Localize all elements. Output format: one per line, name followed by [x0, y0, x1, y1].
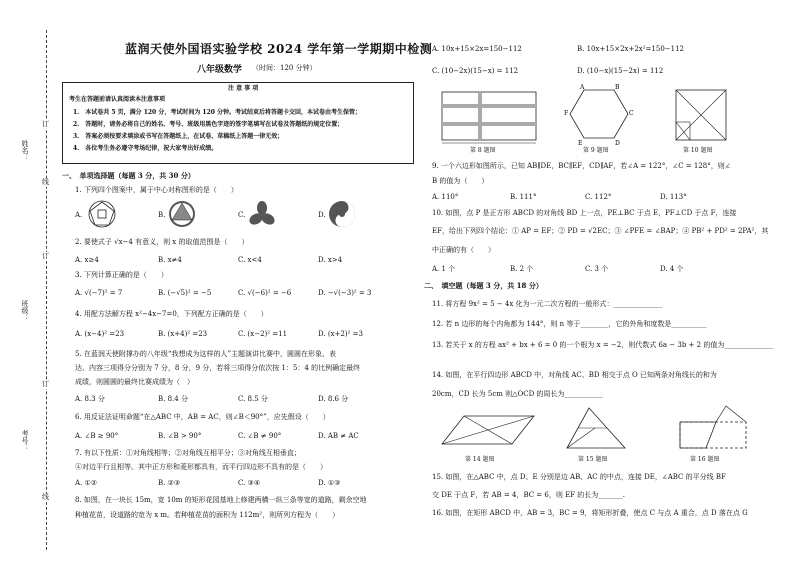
- figure-caption: 第 16 题图: [690, 456, 720, 463]
- exam-subject: 八年级数学: [197, 65, 243, 75]
- option: B. 2 个: [510, 265, 534, 273]
- question-11: 11. 将方程 9x² = 5 − 4x 化为一元二次方程的一般形式：______________: [432, 300, 663, 308]
- option: B. ②③: [158, 479, 181, 487]
- option: A. ∠B ≥ 90°: [75, 432, 119, 440]
- section-heading: 一、 单项选择题（每题 3 分，共 30 分）: [62, 171, 195, 180]
- figure-15-triangle: [565, 406, 629, 452]
- name-label: 姓名：: [21, 140, 29, 161]
- binding-mark: 线: [42, 178, 49, 186]
- option: B. 8.4 分: [158, 395, 188, 403]
- notice-item: 2. 答题时，请务必将自己的姓名、考号、班级用黑色字迹的签字笔填写在试卷及答题纸的规定位置；: [73, 121, 344, 128]
- figure-14-parallelogram: [440, 412, 540, 452]
- figure-8-garden: [440, 90, 540, 146]
- option: A.: [75, 211, 83, 219]
- svg-text:D: D: [615, 140, 620, 147]
- question-6: 6. 用反证法证明命题“在△ABC 中，AB = AC，则∠B＜90°”，应先假设（ ）: [75, 413, 330, 421]
- binding-mark: 订: [42, 120, 49, 128]
- class-label: 班级：: [21, 300, 29, 321]
- question-14: 14. 如图，在平行四边形 ABCD 中，对角线 AC、BD 相交于点 O 已知两条对角线长的和为: [432, 371, 717, 379]
- option: A. √(−7)² = 7: [75, 289, 123, 297]
- option: A. 1 个: [432, 265, 456, 273]
- option: C. 8.5 分: [238, 395, 268, 403]
- option: C. 3 个: [585, 265, 609, 273]
- option: C. ③④: [238, 479, 261, 487]
- question-3: 3. 下列计算正确的是（ ）: [75, 271, 168, 279]
- option: C. 112°: [585, 193, 612, 201]
- exam-title: 蓝润天使外国语实验学校 2024 学年第一学期期中检测: [125, 42, 433, 56]
- pentagon-pattern-figure: [88, 200, 118, 230]
- figure-caption: 第 8 题图: [470, 147, 496, 154]
- option: A. (x−4)² =23: [75, 330, 125, 338]
- question-12: 12. 若 n 边形的每个内角都为 144°，则 n 等于________，它的外角和度数是__________: [432, 320, 707, 328]
- triangle-circle-figure: [168, 200, 198, 230]
- option: D. x>4: [318, 256, 343, 264]
- option: B. 111°: [510, 193, 537, 201]
- figure-caption: 第 9 题图: [583, 147, 609, 154]
- option: C. ∠B ≠ 90°: [238, 432, 282, 440]
- option: B. (−√5)² = −5: [158, 289, 212, 297]
- option: D. (x+2)² =3: [318, 330, 363, 338]
- figure-caption: 第 15 题图: [578, 456, 608, 463]
- question-7: ④对边平行且相等。其中正方形和菱形都具有，而平行四边形不具有的是（ ）: [75, 463, 327, 471]
- question-14: 20cm，CD 长为 5cm 则△OCD 的周长为___________: [432, 390, 603, 398]
- option: C. x<4: [238, 256, 262, 264]
- question-5: 5. 在蓝润天使附撑办的八年级“我想成为这样的人”主题演讲比赛中，圆圆在形象、表: [75, 350, 337, 358]
- question-8: 种植花苗，设道路的宽为 x m。若种植花苗的面积为 112m²，则所列方程为（ ）: [75, 511, 340, 519]
- option: C. (x−2)² =11: [238, 330, 288, 338]
- notice-heading: 注 意 事 项: [228, 85, 259, 92]
- option: C. √(−6)² = −6: [238, 289, 292, 297]
- question-4: 4. 用配方法解方程 x²−4x−7=0，下列配方正确的是（ ）: [75, 310, 268, 318]
- notice-box: [62, 82, 414, 164]
- notice-intro: 考生在答题前请认真阅读本注意事项: [69, 96, 166, 103]
- question-7: 7. 有以下性质：①对角线相等；②对角线互相平分；③对角线互相垂直；: [75, 449, 301, 457]
- option: B. x≠4: [158, 256, 182, 264]
- option: A. 10x+15×2x=150−112: [432, 45, 522, 53]
- question-10: 10. 如图，点 P 是正方形 ABCD 的对角线 BD 上一点，PE⊥BC 于点 E，PF⊥CD 于点 F，连接: [432, 209, 737, 217]
- option: A. 110°: [432, 193, 459, 201]
- question-15: 15. 如图，在△ABC 中，点 D、E 分别是边 AB、AC 的中点，连接 DE，∠ABC 的平分线 BF: [432, 473, 726, 481]
- svg-text:E: E: [578, 140, 583, 147]
- exam-time: （时间：120 分钟）: [252, 64, 317, 72]
- notice-item: 4. 各位考生务必遵守考场纪律，祝大家考出好成绩。: [73, 145, 218, 152]
- binding-line: [46, 30, 47, 550]
- question-10: 中正确的有（ ）: [432, 246, 495, 254]
- option: D. ①③: [318, 479, 341, 487]
- option: D. 4 个: [660, 265, 684, 273]
- binding-mark: 订: [42, 380, 49, 388]
- question-2: 2. 要使式子 √x−4 有意义，则 x 的取值范围是（ ）: [75, 238, 249, 246]
- option: B.: [158, 211, 166, 219]
- figure-caption: 第 10 题图: [683, 147, 713, 154]
- option: C.: [238, 211, 246, 219]
- option: D.: [318, 211, 326, 219]
- option: B. (x+4)² =23: [158, 330, 208, 338]
- binding-mark: 线: [42, 493, 49, 501]
- figure-10-square: [672, 86, 732, 144]
- option: D. 8.6 分: [318, 395, 349, 403]
- figure-9-hexagon: [564, 84, 634, 147]
- question-10: EF，给出下列四个结论：① AP = EF；② PD = √2EC；③ ∠PFE = ∠BAP；④ PB² + PD² = 2PA²，其: [432, 227, 769, 235]
- question-1: 1. 下列四个图案中，属于中心对称图形的是（ ）: [75, 186, 238, 194]
- question-5: 成绩，则圆圆的最终比赛成绩为（ ）: [75, 378, 194, 386]
- option: D. AB ≠ AC: [318, 432, 359, 440]
- option: D. −√(−3)² = 3: [318, 289, 372, 297]
- question-15: 交 DE 于点 F，若 AB = 4，BC = 6，则 EF 的长为_______.: [432, 491, 625, 499]
- question-9: B 的值为（ ）: [432, 177, 489, 185]
- svg-text:C: C: [629, 110, 634, 117]
- section-heading: 二、 填空题（每题 3 分，共 18 分）: [424, 281, 543, 290]
- svg-text:F: F: [564, 110, 569, 117]
- question-13: 13. 若关于 x 的方程 ax² + bx + 6 = 0 的一个根为 x = −2，则代数式 6a − 3b + 2 的值为______________: [432, 341, 774, 349]
- option: A. ①②: [75, 479, 98, 487]
- three-leaf-figure: [248, 200, 278, 230]
- binding-mark: 订: [42, 252, 49, 260]
- option: A. x≥4: [75, 256, 99, 264]
- figure-caption: 第 14 题图: [465, 456, 495, 463]
- question-16: 16. 如图，在矩形 ABCD 中，AB = 3，BC = 9，将矩形折叠，使点 C 与点 A 重合，点 D 落在点 G: [432, 509, 748, 517]
- question-5: 达、内容三项得分分别为 7 分，8 分，9 分，若将三项得分依次按 1：5：4 的比例确定最终: [75, 364, 361, 372]
- figure-16-rectangle: [676, 404, 752, 454]
- svg-text:B: B: [615, 84, 620, 91]
- notice-item: 1. 本试卷共 5 页，满分 120 分，考试时间为 120 分钟。考试结束后将答题卡交回，本试卷由考生保管；: [73, 109, 362, 116]
- question-9: 9. 一个六边形如图所示，已知 AB∥DE，BC∥EF，CD∥AF，若∠A = 122°，∠C = 128°，则∠: [432, 162, 731, 170]
- question-8: 8. 如图，在一块长 15m，宽 10m 的矩形花园基地上修建两横一纵三条等宽的道路，剩余空地: [75, 496, 367, 504]
- option: A. 8.3 分: [75, 395, 105, 403]
- option: D. (10−x)(15−2x) = 112: [577, 67, 664, 75]
- option: C. (10−2x)(15−x) = 112: [432, 67, 519, 75]
- id-label: 考号：: [21, 430, 29, 451]
- option: B. ∠B > 90°: [158, 432, 202, 440]
- option: B. 10x+15×2x+2x²=150−112: [577, 45, 685, 53]
- notice-item: 3. 答案必须按要求填涂或书写在答题纸上，在试卷、草稿纸上答题一律无效；: [73, 133, 284, 140]
- svg-text:A: A: [580, 84, 585, 91]
- option: D. 113°: [660, 193, 687, 201]
- swirl-figure: [328, 200, 358, 230]
